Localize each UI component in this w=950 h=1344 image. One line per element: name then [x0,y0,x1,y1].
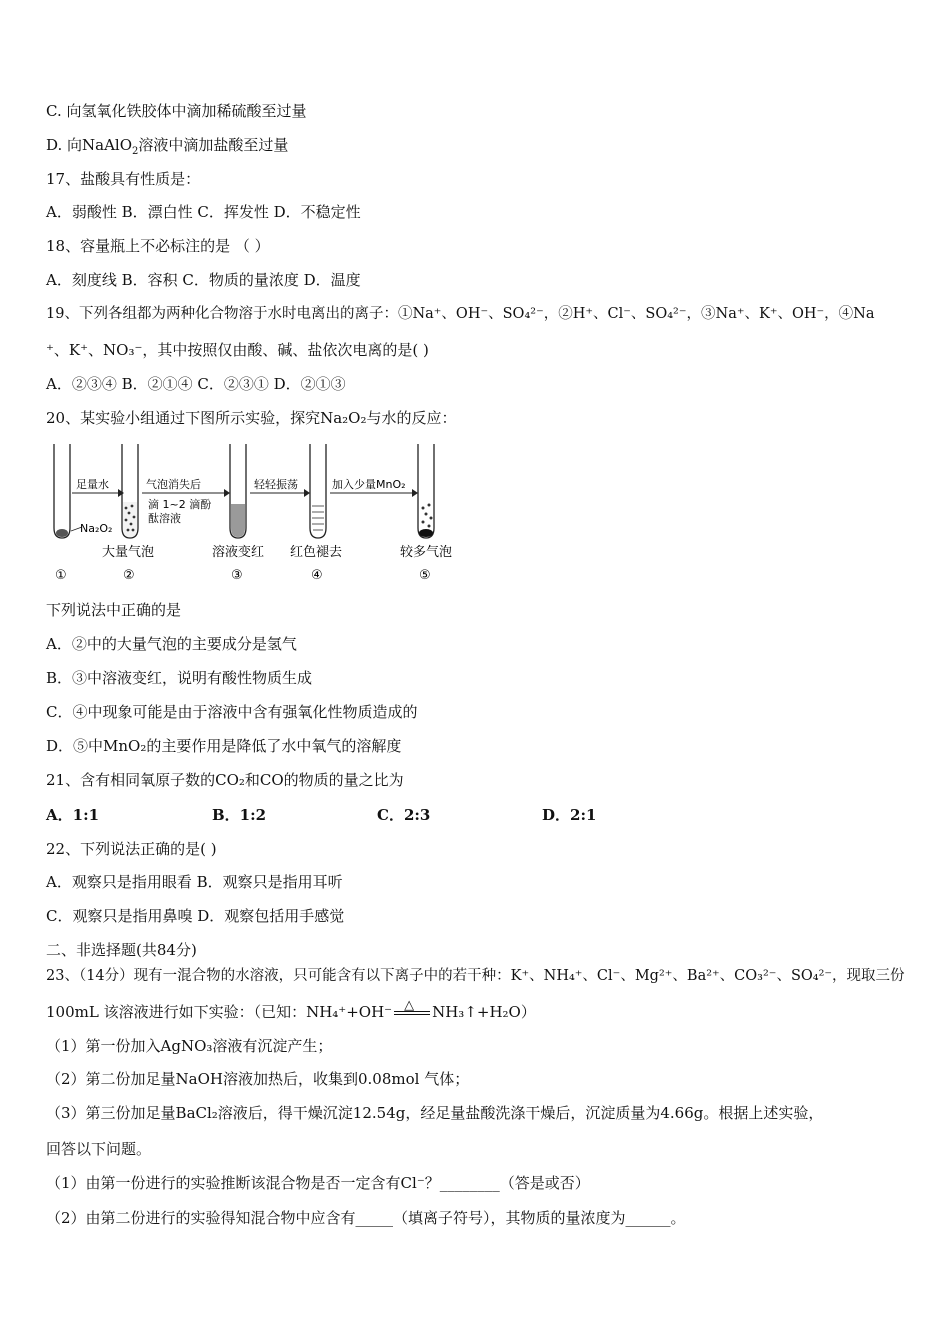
q22-options-ab: A．观察只是指用眼看 B．观察只是指用耳听 [46,873,343,891]
observation-2: 大量气泡 [102,545,155,560]
arrow-2 [142,477,230,525]
q23-line2-pre: 100mL 该溶液进行如下实验：（已知：NH₄⁺+OH⁻ [46,1003,393,1021]
tube-number-3: ③ [231,568,243,583]
q23-step-2: （2）第二份加足量NaOH溶液加热后，收集到0.08mol 气体； [46,1070,470,1088]
q17-stem: 17、盐酸具有性质是： [46,170,201,188]
arrow-2-label-top: 气泡消失后 [146,478,201,491]
q20-stem: 20、某实验小组通过下图所示实验，探究Na₂O₂与水的反应： [46,409,457,427]
mno2-solid [419,529,433,537]
red-solution [231,504,245,537]
q16-option-d [46,135,288,155]
q23-step-1: （1）第一份加入AgNO₃溶液有沉淀产生； [46,1037,333,1055]
q16-option-d-sub: 2 [132,146,139,157]
q23-question-2: （2）由第二份进行的实验得知混合物中应含有_____（填离子符号），其物质的量浓度为______。 [46,1209,686,1227]
test-tube-1 [54,444,112,538]
test-tube-5 [418,444,434,538]
q23-line2-post: NH₃↑+H₂O） [432,1003,536,1021]
q23-step-3: （3）第三份加足量BaCl₂溶液后，得干燥沉淀12.54g，经足量盐酸洗涤干燥后，沉淀质量为4.66g。根据上述实验， [46,1104,824,1122]
section-2-heading: 二、非选择题(共84分) [46,941,197,959]
na2o2-solid [56,529,68,537]
test-tube-3 [230,444,246,538]
observation-4: 红色褪去 [290,545,343,560]
q21-option-c: C．2:3 [377,806,431,824]
arrow-1 [72,477,124,497]
tube-number-2: ② [123,568,135,583]
tube-number-4: ④ [311,568,323,583]
q19-line1: 19、下列各组都为两种化合物溶于水时电离出的离子：①Na⁺、OH⁻、SO₄²⁻，②H⁺、Cl⁻、SO₄²⁻，③Na⁺、K⁺、OH⁻，④Na [46,306,875,322]
q21-stem: 21、含有相同氧原子数的CO₂和CO的物质的量之比为 [46,771,404,789]
q16-option-c: C. 向氢氧化铁胶体中滴加稀硫酸至过量 [46,102,307,120]
q18-stem: 18、容量瓶上不必标注的是 （ ） [46,237,270,255]
tube-number-1: ① [55,568,67,583]
reagent-label: Na₂O₂ [80,522,113,535]
arrow-3 [250,477,310,497]
observation-5: 较多气泡 [400,545,453,560]
colorless-solution-lines [312,506,324,530]
q17-options: A．弱酸性 B．漂白性 C．挥发性 D．不稳定性 [46,203,361,221]
tube-number-5: ⑤ [419,568,431,583]
arrow-2-label-bot: 酞溶液 [148,512,181,525]
q16-option-d-formula: NaAlO [82,136,133,154]
q21-option-b: B．1:2 [212,806,267,824]
q20-option-d: D．⑤中MnO₂的主要作用是降低了水中氧气的溶解度 [46,737,402,755]
q20-option-b: B．③中溶液变红，说明有酸性物质生成 [46,669,313,687]
observation-3: 溶液变红 [212,545,265,560]
q20-option-c: C．④中现象可能是由于溶液中含有强氧化性物质造成的 [46,703,418,721]
q16-option-d-post: 溶液中滴加盐酸至过量 [138,136,289,154]
bubbles-5 [422,504,433,528]
delta-symbol: △ [404,998,415,1013]
q23-line1: 23、（14分）现有一混合物的水溶液，只可能含有以下离子中的若干种：K⁺、NH₄⁺、Cl⁻、Mg²⁺、Ba²⁺、CO₃²⁻、SO₄²⁻，现取三份 [46,968,905,984]
q23-line2 [46,998,536,1022]
arrow-2-label-mid: 滴 1~2 滴酚 [148,498,212,511]
q21-option-d: D．2:1 [542,806,597,824]
q18-options: A．刻度线 B．容积 C．物质的量浓度 D．温度 [46,271,361,289]
q22-options-cd: C．观察只是指用鼻嗅 D．观察包括用手感觉 [46,907,345,925]
q23-step-3b: 回答以下问题。 [46,1140,152,1158]
test-tube-4 [310,444,326,538]
q20-option-a: A．②中的大量气泡的主要成分是氢气 [46,635,297,653]
q16-option-d-pre: D. 向 [46,136,83,154]
arrow-1-label: 足量水 [76,478,109,491]
arrow-3-label: 轻轻振荡 [254,478,298,491]
arrow-4 [330,477,418,497]
q21-option-a: A．1:1 [46,806,100,824]
q22-stem: 22、下列说法正确的是( ) [46,840,217,858]
q20-prompt: 下列说法中正确的是 [46,601,182,619]
q23-question-1: （1）由第一份进行的实验推断该混合物是否一定含有Cl⁻？________（答是或否） [46,1174,590,1192]
heat-arrow [392,998,432,1022]
test-tube-2 [122,444,138,538]
q19-line2: ⁺、K⁺、NO₃⁻，其中按照仅由酸、碱、盐依次电离的是( ) [46,341,429,359]
experiment-figure [44,438,484,588]
arrow-4-label: 加入少量MnO₂ [332,478,406,491]
q19-options: A．②③④ B．②①④ C．②③① D．②①③ [46,375,346,393]
